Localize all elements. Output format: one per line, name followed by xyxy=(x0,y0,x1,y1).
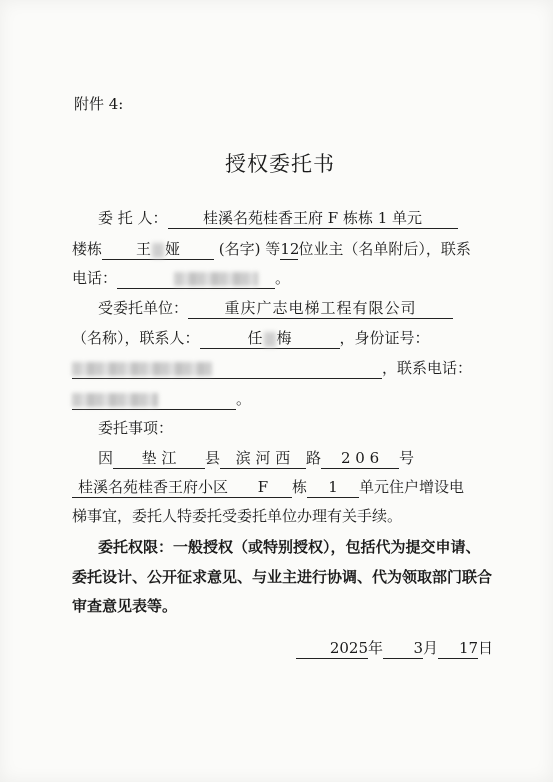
owner-suffix: 位业主（名单附后），联系 xyxy=(298,240,471,258)
date-month: 3 xyxy=(383,638,423,659)
principal-phone-redacted xyxy=(117,268,275,289)
authority-line-3: 审查意见表等。 xyxy=(72,597,178,615)
date-year: 2025 xyxy=(296,638,368,659)
authority-line-1: 委托权限：一般授权（或特别授权），包括代为提交申请、 xyxy=(98,538,481,556)
agent-line-2 xyxy=(72,327,430,349)
matters-line-1 xyxy=(98,447,414,469)
deng-text: 等 xyxy=(265,240,281,258)
redaction-mark xyxy=(174,272,258,286)
redaction-mark xyxy=(152,243,164,258)
building-prefix: 楼栋 xyxy=(72,240,103,258)
principal-label: 委 托 人： xyxy=(98,209,168,227)
street-number: 2 0 6 xyxy=(321,448,399,469)
building-id: F xyxy=(234,477,292,498)
agent-label: 受委托单位： xyxy=(98,299,189,317)
matters-suffix: 单元住户增设电 xyxy=(359,478,465,496)
month-char: 月 xyxy=(423,639,439,657)
date-line xyxy=(296,637,493,659)
xian-text: 县 xyxy=(205,449,221,467)
matters-line-2 xyxy=(72,476,464,498)
principal-line-3 xyxy=(72,267,290,289)
lu-text: 路 xyxy=(306,449,322,467)
document-title: 授权委托书 xyxy=(225,152,335,176)
redaction-mark xyxy=(72,393,158,407)
phone-period: 。 xyxy=(275,269,291,287)
agent-period: 。 xyxy=(236,390,252,408)
year-char: 年 xyxy=(368,639,384,657)
agent-company: 重庆广志电梯工程有限公司 xyxy=(188,298,453,319)
matters-label: 委托事项： xyxy=(98,419,174,437)
community-name: 桂溪名苑桂香王府小区 xyxy=(72,477,234,498)
agent-line-1 xyxy=(98,297,453,319)
county-name: 垫 江 xyxy=(113,448,205,469)
agent-contact: 任 梅 xyxy=(200,328,340,349)
yin-text: 因 xyxy=(98,449,114,467)
principal-address: 桂溪名苑桂香王府 F 栋栋 1 单元 xyxy=(168,208,458,229)
authority-line-2: 委托设计、公开征求意见、与业主进行协调、代为领取部门联合 xyxy=(72,568,493,586)
agent-line-3 xyxy=(72,357,472,379)
matters-line-3: 梯事宜，委托人特委托受委托单位办理有关手续。 xyxy=(72,507,403,525)
id-label: ，身份证号： xyxy=(339,329,430,347)
day-char: 日 xyxy=(478,639,494,657)
agent-phone-redacted xyxy=(72,389,236,410)
attachment-label: 附件 4: xyxy=(74,95,124,113)
redaction-mark xyxy=(72,362,212,376)
owner-count: 12 xyxy=(280,240,300,258)
principal-line-1 xyxy=(98,207,458,229)
agent-line-4 xyxy=(72,388,251,410)
principal-line-2 xyxy=(72,238,471,260)
principal-name: 王 娅 xyxy=(102,239,214,260)
agent-phone-label: ，联系电话： xyxy=(382,359,473,377)
agent-id-redacted xyxy=(72,358,382,379)
dong-text: 栋 xyxy=(292,478,308,496)
phone-label: 电话： xyxy=(72,269,118,287)
hao-text: 号 xyxy=(399,449,415,467)
redaction-mark xyxy=(264,332,276,347)
name-note: (名字) xyxy=(218,240,261,258)
unit-number: 1 xyxy=(307,477,359,498)
agent-name-note: （名称），联系人： xyxy=(72,329,200,347)
road-name: 滨 河 西 xyxy=(220,448,306,469)
date-day: 17 xyxy=(438,638,478,659)
